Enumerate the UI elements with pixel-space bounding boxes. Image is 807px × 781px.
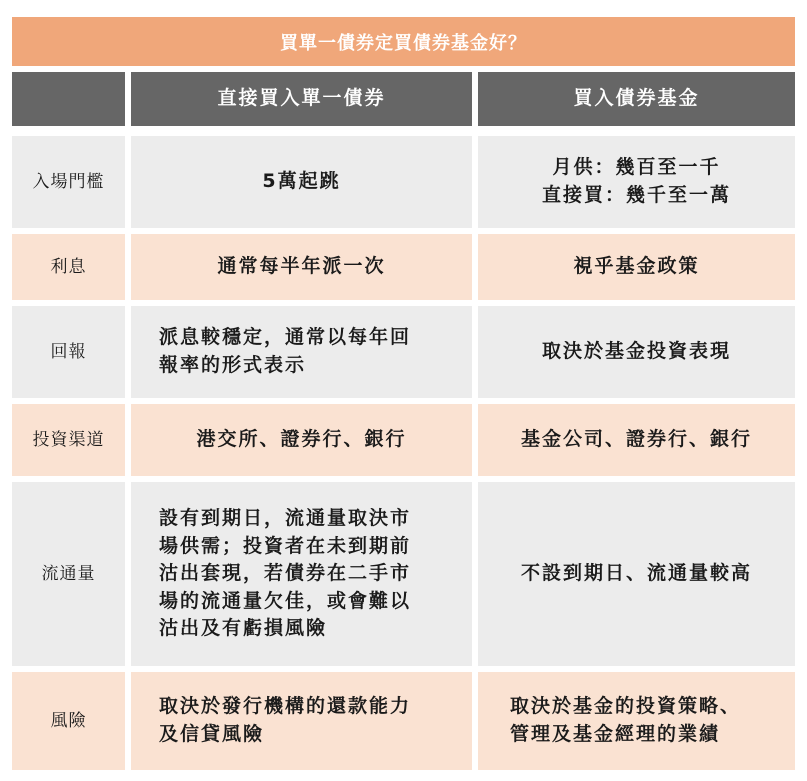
- cell-text-line: 直接買：幾千至一萬: [541, 184, 731, 206]
- fund-channel: [478, 404, 795, 476]
- cell-text-line: 沽出套現，若債券在二手市: [159, 562, 412, 585]
- row-label-return: 回報: [12, 306, 125, 398]
- header-cell-bond: 直接買入單一債券: [131, 72, 472, 126]
- cell-text: 不設到期日、流通量較高: [520, 562, 752, 585]
- fund-entry-threshold: [478, 136, 795, 228]
- row-label-interest: 利息: [12, 234, 125, 300]
- cell-text-line: 設有到期日，流通量取決市: [159, 507, 412, 530]
- cell-text-line: 報率的形式表示: [159, 354, 307, 376]
- cell-text: 取決於基金投資表現: [541, 340, 731, 363]
- bond-liquidity: [131, 482, 472, 666]
- table-title: 買單一債券定買債券基金好？: [12, 17, 795, 66]
- fund-return: [478, 306, 795, 398]
- cell-text-line: 場的流通量欠佳，或會難以: [159, 589, 412, 612]
- cell-text-line: 管理及基金經理的業績: [510, 723, 721, 745]
- cell-text-line: 派息較穩定，通常以每年回: [159, 326, 412, 349]
- cell-text-line: 沽出及有虧損風險: [159, 617, 328, 640]
- fund-risk: [478, 672, 795, 770]
- bond-entry-threshold: [131, 136, 472, 228]
- cell-text-line: 及信貸風險: [159, 723, 265, 745]
- row-label-channel: 投資渠道: [12, 404, 125, 476]
- header-cell-fund: 買入債券基金: [478, 72, 795, 126]
- row-label-liquidity: 流通量: [12, 482, 125, 666]
- bond-return: [131, 306, 472, 398]
- bond-channel: [131, 404, 472, 476]
- header-cell-empty: [12, 72, 125, 126]
- cell-text-line: 取決於基金的投資策略、: [510, 695, 742, 718]
- cell-text-line: 月供：幾百至一千: [552, 156, 721, 179]
- cell-text: 通常每半年派一次: [217, 255, 386, 278]
- cell-text: 基金公司、證券行、銀行: [520, 428, 752, 451]
- cell-text: 視乎基金政策: [573, 255, 700, 278]
- fund-interest: [478, 234, 795, 300]
- bond-risk: [131, 672, 472, 770]
- cell-text-line: 場供需；投資者在未到期前: [159, 534, 412, 557]
- row-label-risk: 風險: [12, 672, 125, 770]
- cell-text-line: 取決於發行機構的還款能力: [159, 695, 412, 718]
- fund-liquidity: [478, 482, 795, 666]
- cell-text: 港交所、證券行、銀行: [196, 428, 407, 451]
- row-label-entry-threshold: 入場門檻: [12, 136, 125, 228]
- cell-text: 5萬起跳: [262, 170, 341, 193]
- bond-interest: [131, 234, 472, 300]
